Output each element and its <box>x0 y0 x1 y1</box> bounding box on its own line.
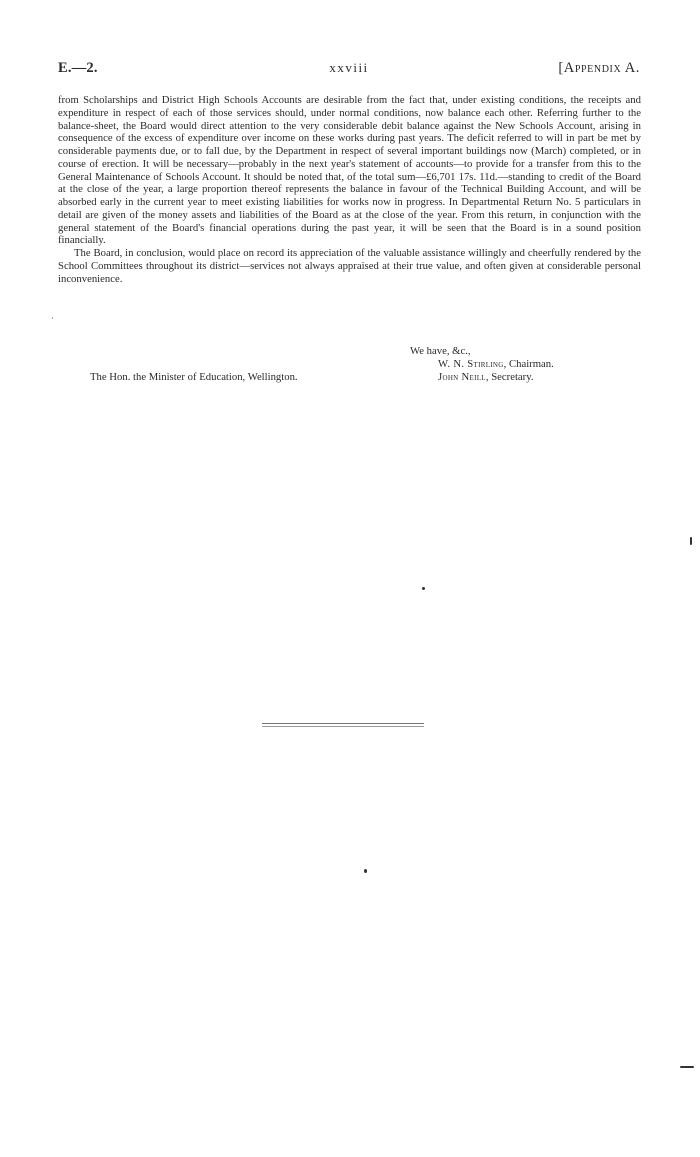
signature-secretary <box>438 371 534 383</box>
print-speck <box>422 587 425 590</box>
paragraph-financial-statement: from Scholarships and District High Schools Accounts are desirable from the fact that, under existing conditions, the receipts and expenditure in respect of each of those services should, under normal conditions, now balance each other. Referring further to the balance-sheet, the Board would direct attention to the very considerable debit balance against the New Schools Account, arising in consequence of the excess of expenditure over income on these works during past years. The deficit referred to will in part be met by considerable payments due, or to fall due, by the Department in respect of several important buildings now (March) completed, or in course of erection. It will be necessary—probably in the next year's statement of accounts—to provide for a transfer from this to the General Maintenance of Schools Account. It should be noted that, of the total sum—£6,701 17s. 11d.—standing to credit of the Board at the close of the year, a large proportion thereof represents the balance in favour of the Technical Building Account, and will be absorbed early in the current year to meet existing liabilities for works now in progress. In Departmental Return No. 5 particulars in detail are given of the money assets and liabilities of the Board as at the close of the year. From this return, in conjunction with the general statement of the Board's financial operations during the past year, it will be seen that the Board is in a sound position financially. <box>58 94 641 247</box>
end-rule <box>262 723 424 727</box>
appendix-label: [Appendix A. <box>558 60 640 76</box>
page-header <box>58 60 640 84</box>
secretary-name: John Neill <box>438 371 486 383</box>
chairman-title: , Chairman. <box>503 358 554 370</box>
print-speck <box>680 1066 694 1068</box>
closing-salutation: We have, &c., <box>410 345 471 357</box>
print-speck <box>52 317 53 319</box>
paragraph-conclusion: The Board, in conclusion, would place on record its appreciation of the valuable assistance willingly and cheerfully rendered by the School Committees throughout its district—services not always appraised at their true value, and often given at considerable personal inconvenience. <box>58 247 641 285</box>
secretary-title: , Secretary. <box>485 371 534 383</box>
page-number: xxviii <box>329 60 369 75</box>
addressee: The Hon. the Minister of Education, Wellington. <box>90 371 298 383</box>
print-speck <box>690 537 692 545</box>
chairman-name: W. N. Stirling <box>438 358 504 370</box>
signature-chairman <box>438 358 554 370</box>
print-speck <box>364 869 367 873</box>
end-rule-line-bottom <box>262 726 424 727</box>
document-code: E.—2. <box>58 60 98 76</box>
report-body <box>58 94 641 285</box>
end-rule-line-top <box>262 723 424 724</box>
